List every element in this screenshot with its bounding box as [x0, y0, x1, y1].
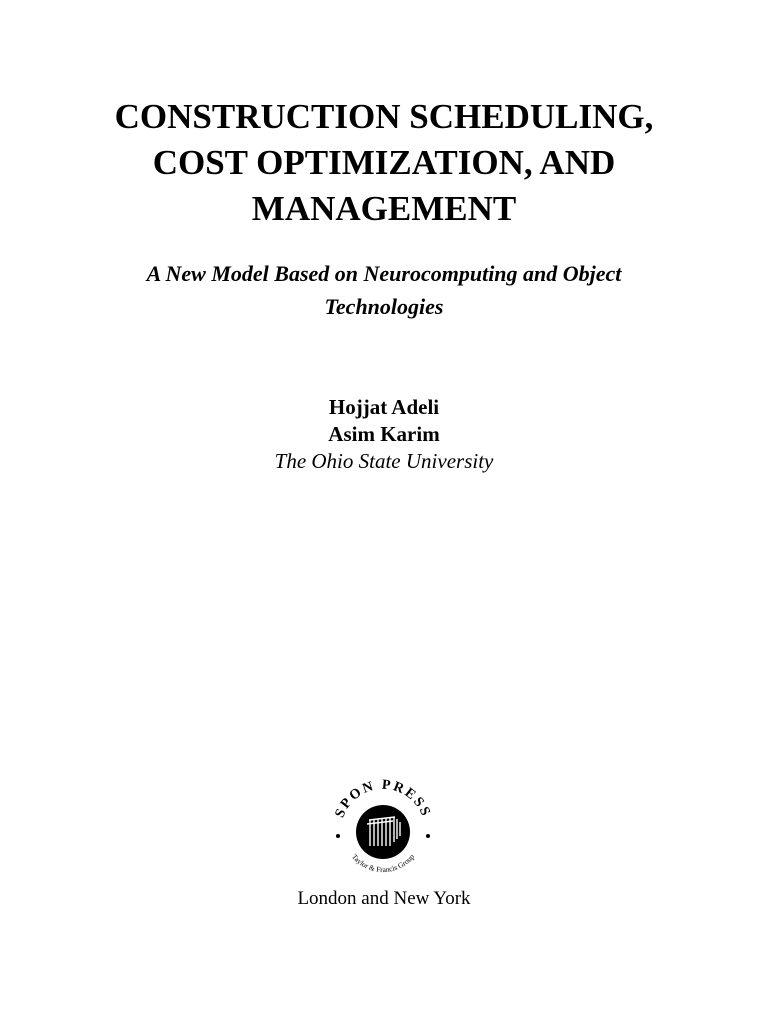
title-line-2: COST OPTIMIZATION, AND [152, 143, 616, 182]
svg-text:Taylor & Francis Group: Taylor & Francis Group [349, 852, 417, 875]
authors-block [0, 394, 768, 475]
book-subtitle [0, 257, 768, 323]
author-affiliation: The Ohio State University [274, 449, 494, 473]
title-line-1: CONSTRUCTION SCHEDULING, [114, 97, 654, 136]
publisher-location: London and New York [297, 888, 471, 909]
subtitle-line-1: A New Model Based on Neurocomputing and Object [146, 261, 622, 286]
svg-text:SPON PRESS: SPON PRESS [332, 777, 434, 821]
author-name: Hojjat Adeli [328, 395, 440, 419]
spon-press-logo [327, 775, 439, 887]
subtitle-line-2: Technologies [324, 294, 444, 319]
book-title [0, 94, 768, 232]
title-line-3: MANAGEMENT [251, 189, 517, 228]
author-name: Asim Karim [328, 422, 440, 446]
